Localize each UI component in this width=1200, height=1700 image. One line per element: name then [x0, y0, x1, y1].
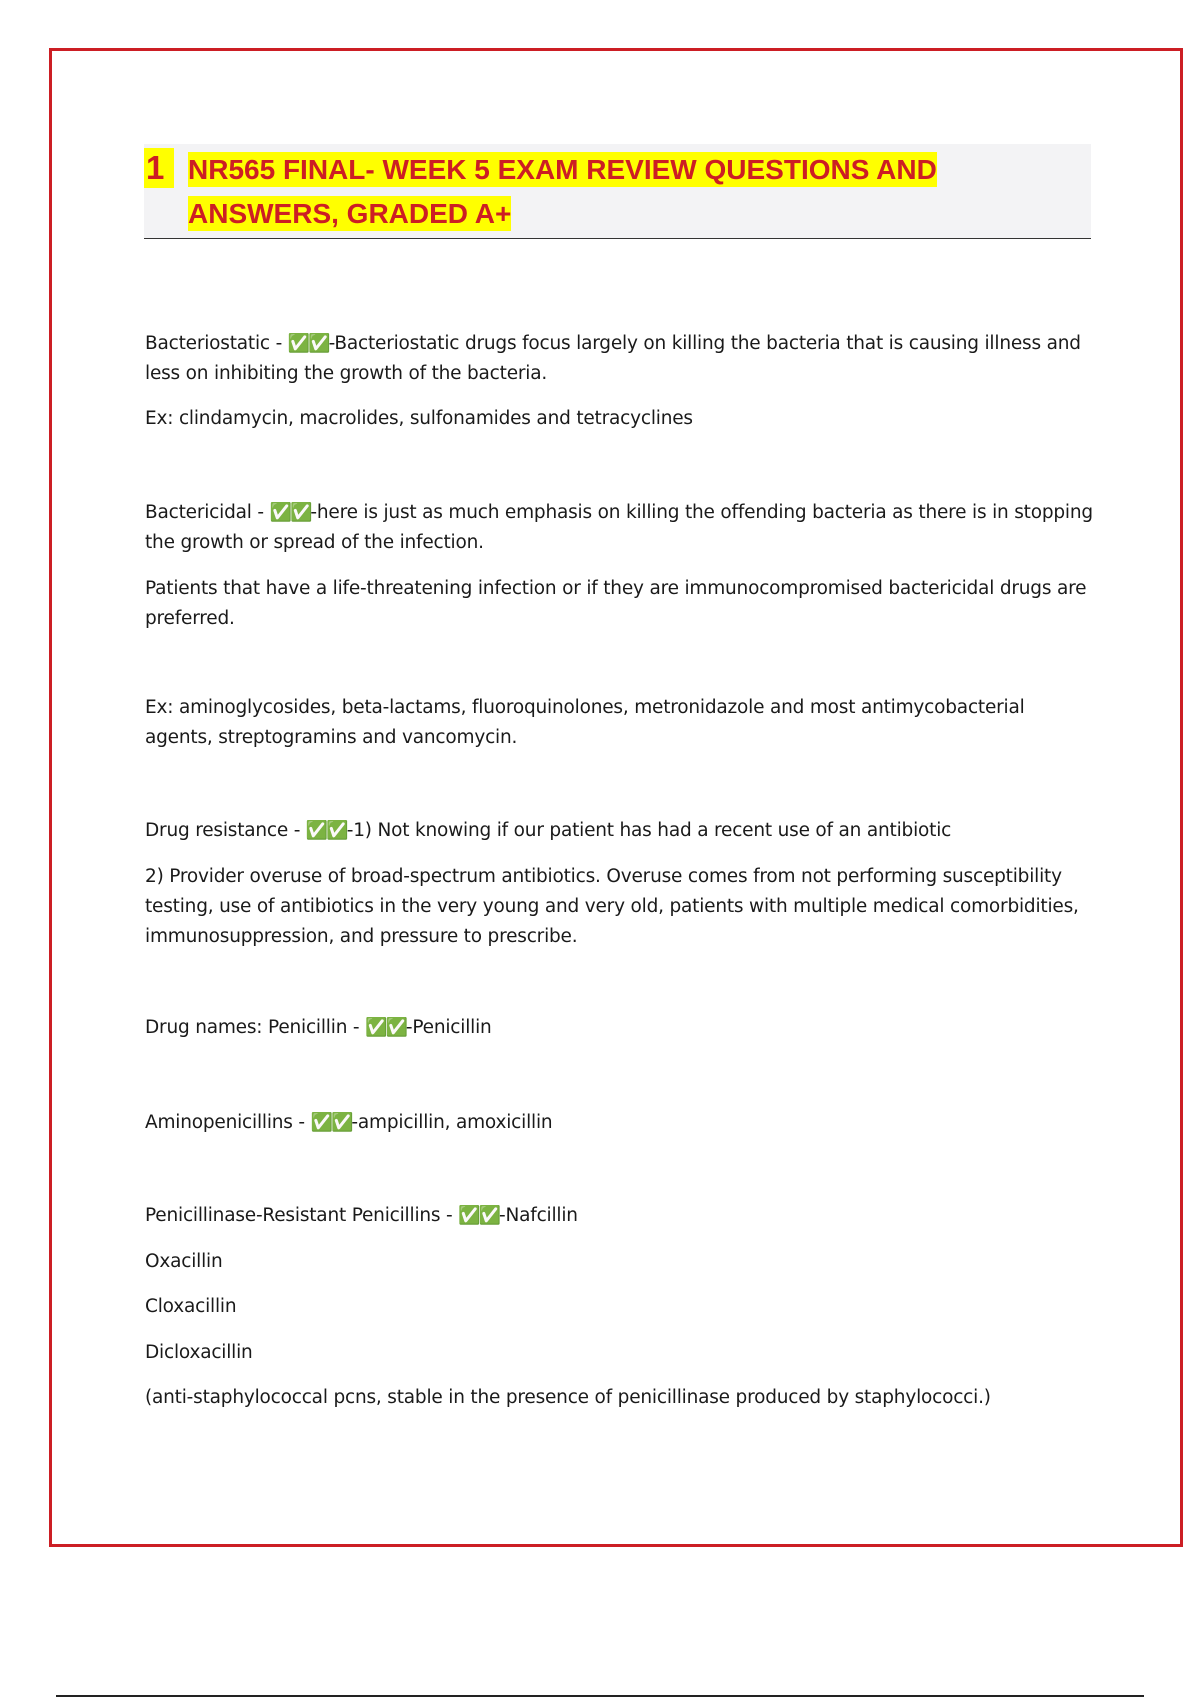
entry-term: Bacteriostatic - [145, 333, 288, 354]
footer-divider [56, 1695, 1144, 1697]
entry-note: Ex: aminoglycosides, beta-lactams, fluoroquinolones, metronidazole and most antimycobacterial agents, streptogramins and vancomycin. [145, 697, 1025, 748]
entry-bactericidal [145, 498, 1095, 558]
entry-bacteriostatic [145, 329, 1095, 389]
list-item: Oxacillin [145, 1251, 223, 1272]
page-border [49, 48, 1183, 1547]
page-title: NR565 FINAL- WEEK 5 EXAM REVIEW QUESTIONS AND ANSWERS, GRADED A+ [188, 154, 937, 229]
entry-drug-resistance [145, 816, 1095, 846]
list-item: Dicloxacillin [145, 1342, 253, 1363]
double-check-icon: ✅✅ [365, 1017, 406, 1038]
entry-term: Bactericidal - [145, 502, 270, 523]
double-check-icon: ✅✅ [287, 333, 329, 354]
entry-note: 2) Provider overuse of broad-spectrum antibiotics. Overuse comes from not performing susceptibility testing, use of antibiotics in the very young and very old, patients with multiple medical comorbidities, immunosuppression, and pressure to prescribe. [145, 866, 1079, 947]
entry-penicillin [145, 1013, 1095, 1043]
entry-note: Ex: clindamycin, macrolides, sulfonamides and tetracyclines [145, 408, 693, 429]
entry-term: Drug names: Penicillin - [145, 1017, 366, 1038]
entry-definition: -here is just as much emphasis on killing the offending bacteria as there is in stopping the growth or spread of the infection. [145, 502, 1093, 553]
entry-definition: -1) Not knowing if our patient has had a recent use of an antibiotic [346, 820, 952, 841]
heading-number: 1 [144, 148, 174, 188]
double-check-icon: ✅✅ [305, 820, 347, 841]
entry-aminopenicillins [145, 1108, 1095, 1138]
list-item: Cloxacillin [145, 1296, 237, 1317]
entry-definition: -Penicillin [405, 1017, 492, 1038]
entry-definition: -Nafcillin [499, 1205, 578, 1226]
double-check-icon: ✅✅ [310, 1112, 352, 1133]
entry-term: Aminopenicillins - [145, 1112, 311, 1133]
double-check-icon: ✅✅ [458, 1205, 500, 1226]
entry-term: Penicillinase-Resistant Penicillins - [145, 1205, 459, 1226]
double-check-icon: ✅✅ [269, 502, 311, 523]
entry-term: Drug resistance - [145, 820, 306, 841]
entry-penicillinase-resistant [145, 1201, 1095, 1231]
entry-definition: -ampicillin, amoxicillin [351, 1112, 553, 1133]
entry-definition: -Bacteriostatic drugs focus largely on killing the bacteria that is causing illness and less on inhibiting the growth of the bacteria. [145, 333, 1081, 384]
entry-note: Patients that have a life-threatening infection or if they are immunocompromised bactericidal drugs are preferred. [145, 578, 1087, 629]
entry-note: (anti-staphylococcal pcns, stable in the presence of penicillinase produced by staphylococci.) [145, 1387, 991, 1408]
title-block [144, 144, 1091, 239]
